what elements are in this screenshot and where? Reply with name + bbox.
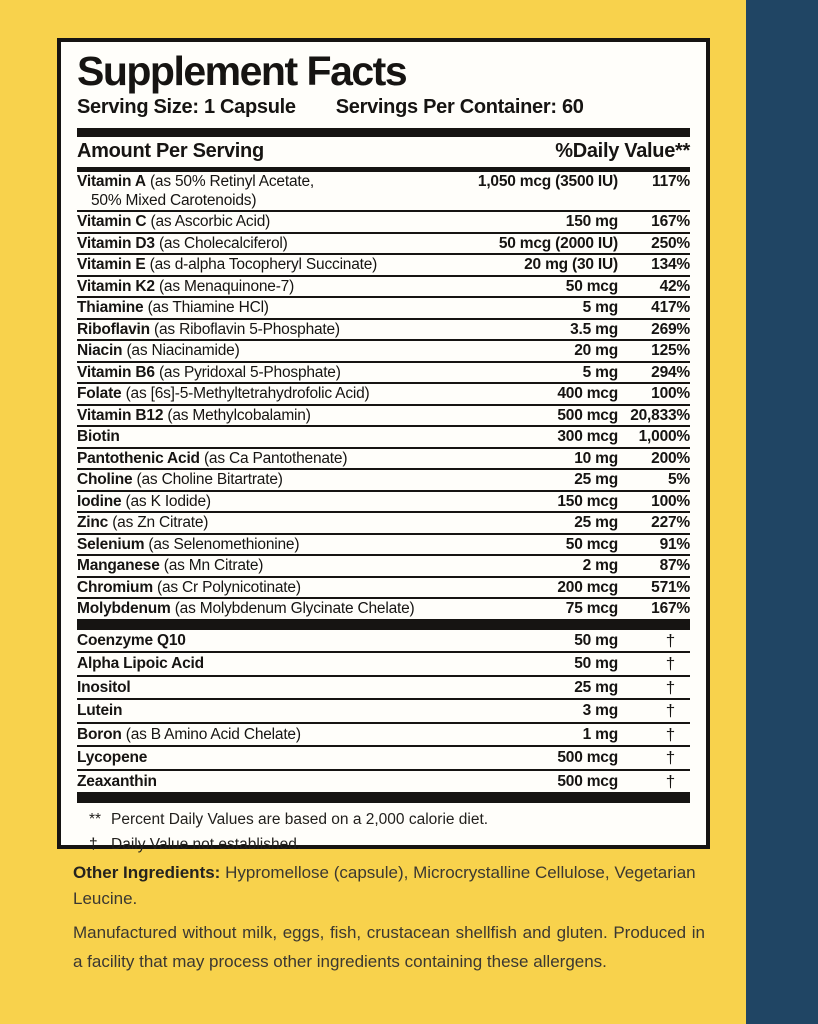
ingredient-source: (as Thiamine HCl) [147,299,269,317]
ingredient-daily-value: 167% [651,600,690,618]
table-row [77,513,690,535]
ingredient-amount: 20 mg (30 IU) [524,256,618,274]
ingredient-source-line2: 50% Mixed Carotenoids) [91,191,257,209]
ingredient-amount: 50 mg [574,631,618,649]
table-row [77,277,690,299]
ingredient-name: Biotin [77,428,120,446]
allergen-statement: Manufactured without milk, eggs, fish, crustacean shellfish and gluten. Produced in a facility that may process other ingredients containing these allergens. [73,923,705,971]
ingredient-daily-value: 100% [651,385,690,403]
table-row [77,653,690,677]
ingredient-name: Zeaxanthin [77,772,157,790]
ingredient-amount: 10 mg [574,449,618,467]
ingredient-name: Selenium [77,535,145,553]
ingredient-daily-value: † [665,771,675,791]
ingredient-amount: 50 mcg (2000 IU) [498,234,618,252]
ingredient-daily-value: † [665,630,675,650]
ingredient-daily-value: 294% [651,363,690,381]
ingredient-source: (as d-alpha Tocopheryl Succinate) [149,256,378,274]
ingredient-name: Niacin [77,342,123,360]
ingredient-name: Pantothenic Acid [77,449,200,467]
table-row [77,449,690,471]
ingredient-daily-value: 134% [651,256,690,274]
ingredient-amount: 150 mcg [557,492,618,510]
ingredient-daily-value: 87% [659,557,690,575]
ingredient-daily-value: † [665,677,675,697]
ingredient-source: (as Niacinamide) [126,342,240,360]
divider-thick-middle [77,621,690,630]
ingredient-daily-value: 125% [651,342,690,360]
ingredient-daily-value: 417% [651,299,690,317]
ingredient-daily-value: 20,833% [630,406,690,424]
ingredient-amount: 75 mcg [565,600,618,618]
ingredient-name: Vitamin K2 [77,277,155,295]
ingredient-name: Lutein [77,702,123,720]
ingredient-name: Vitamin C [77,213,147,231]
ingredient-name: Molybdenum [77,600,171,618]
table-row [77,427,690,449]
right-navy-stripe [746,0,818,1024]
serving-size: Serving Size: 1 Capsule [77,96,296,119]
ingredient-amount: 200 mcg [557,578,618,596]
table-row [77,341,690,363]
other-ingredients-text: Hypromellose (capsule), Microcrystalline Cellulose, Vegetarian Leucine. [73,863,696,908]
ingredient-source: (as Riboflavin 5-Phosphate) [154,320,340,338]
ingredient-amount: 25 mg [574,471,618,489]
ingredient-source: (as Cr Polynicotinate) [157,578,301,596]
table-row [77,406,690,428]
table-row [77,320,690,342]
ingredient-name: Choline [77,471,133,489]
ingredient-name: Zinc [77,514,109,532]
double-asterisk-symbol: ** [89,811,102,829]
divider-thick-bottom [77,794,690,803]
ingredient-name: Alpha Lipoic Acid [77,655,204,673]
ingredient-daily-value: 91% [659,535,690,553]
ingredient-amount: 300 mcg [557,428,618,446]
ingredient-daily-value: † [665,724,675,744]
ingredient-source: (as K Iodide) [125,492,211,510]
ingredient-daily-value: 100% [651,492,690,510]
ingredient-name: Lycopene [77,749,148,767]
table-row [77,212,690,234]
table-row [77,724,690,748]
table-row [77,470,690,492]
nutrient-table-extra [77,630,690,795]
table-row [77,599,690,621]
servings-per-container: Servings Per Container: 60 [335,96,584,119]
ingredient-source: (as Menaquinone-7) [158,277,295,295]
ingredient-name: Boron [77,725,122,743]
ingredient-name: Vitamin E [77,256,146,274]
ingredient-amount: 25 mg [574,514,618,532]
table-row [77,234,690,256]
footnotes [75,803,692,858]
ingredient-amount: 5 mg [582,363,618,381]
ingredient-amount: 20 mg [574,342,618,360]
ingredient-daily-value: † [665,701,675,721]
ingredient-name: Vitamin B12 [77,406,164,424]
ingredient-source: (as Mn Citrate) [163,557,264,575]
ingredient-source: (as Methylcobalamin) [167,406,311,424]
ingredient-name: Manganese [77,557,160,575]
ingredient-name: Riboflavin [77,320,150,338]
ingredient-name: Vitamin D3 [77,234,155,252]
ingredient-name: Vitamin A [77,173,146,191]
table-row [77,556,690,578]
ingredient-source: (as [6s]-5-Methyltetrahydrofolic Acid) [125,385,370,403]
table-row [77,578,690,600]
supplement-facts-panel [57,38,710,854]
ingredient-daily-value: 1,000% [638,428,690,446]
table-row [77,535,690,557]
ingredient-amount: 50 mcg [565,277,618,295]
ingredient-name: Inositol [77,678,131,696]
other-ingredients-label: Other Ingredients: [73,863,221,882]
ingredient-amount: 2 mg [582,557,618,575]
ingredient-daily-value: 200% [651,449,690,467]
ingredient-source: (as Choline Bitartrate) [136,471,283,489]
amount-per-serving-header: Amount Per Serving [77,140,264,163]
daily-value-header: %Daily Value** [555,140,690,163]
table-row [77,255,690,277]
footnote-text: Percent Daily Values are based on a 2,000 calorie diet. [111,811,489,829]
ingredient-amount: 500 mcg [557,749,618,767]
table-row [77,384,690,406]
footnote-daily-values [77,808,690,833]
serving-info-row [77,96,690,119]
table-row [77,677,690,701]
ingredient-amount: 25 mg [574,678,618,696]
table-row [77,771,690,795]
ingredient-name: Vitamin B6 [77,363,155,381]
ingredient-source: (as Pyridoxal 5-Phosphate) [158,363,341,381]
ingredient-daily-value: 269% [651,320,690,338]
ingredient-amount: 50 mg [574,655,618,673]
panel-title: Supplement Facts [77,48,407,94]
ingredient-source: (as Selenomethionine) [148,535,300,553]
ingredient-daily-value: 167% [651,213,690,231]
ingredient-name: Coenzyme Q10 [77,631,186,649]
ingredient-source: (as Zn Citrate) [112,514,209,532]
ingredient-amount: 1,050 mcg (3500 IU) [477,173,618,191]
ingredient-amount: 1 mg [582,725,618,743]
ingredient-name: Thiamine [77,299,144,317]
ingredient-amount: 150 mg [565,213,618,231]
ingredient-source: (as Ascorbic Acid) [150,213,271,231]
table-row [77,363,690,385]
ingredient-amount: 500 mcg [557,772,618,790]
table-row [77,492,690,514]
other-ingredients-paragraph [73,860,705,912]
ingredient-amount: 3 mg [582,702,618,720]
table-row [77,172,690,212]
ingredient-daily-value: 5% [667,471,690,489]
ingredient-source: (as Cholecalciferol) [158,234,288,252]
ingredient-amount: 500 mcg [557,406,618,424]
ingredient-daily-value: † [665,654,675,674]
ingredient-daily-value: † [665,748,675,768]
ingredient-source: (as Ca Pantothenate) [203,449,348,467]
ingredient-amount: 5 mg [582,299,618,317]
nutrient-table-main [77,172,690,621]
footnote-dagger [77,833,690,858]
table-row [77,630,690,654]
ingredient-source: (as Molybdenum Glycinate Chelate) [174,600,415,618]
ingredient-source: (as 50% Retinyl Acetate, [149,173,315,191]
ingredient-name: Folate [77,385,122,403]
table-row [77,700,690,724]
divider-thick-top [77,128,690,137]
column-header-row [75,137,692,167]
ingredient-source: (as B Amino Acid Chelate) [125,725,301,743]
ingredient-name: Chromium [77,578,153,596]
ingredient-amount: 50 mcg [565,535,618,553]
ingredient-daily-value: 117% [652,173,690,191]
ingredient-daily-value: 227% [651,514,690,532]
table-row [77,747,690,771]
ingredient-daily-value: 250% [651,234,690,252]
dagger-symbol: † [89,836,98,854]
ingredient-daily-value: 571% [651,578,690,596]
table-row [77,298,690,320]
ingredient-name: Iodine [77,492,122,510]
ingredient-daily-value: 42% [659,277,690,295]
footnote-text: Daily Value not established. [111,836,302,854]
ingredient-amount: 400 mcg [557,385,618,403]
ingredient-amount: 3.5 mg [570,320,618,338]
